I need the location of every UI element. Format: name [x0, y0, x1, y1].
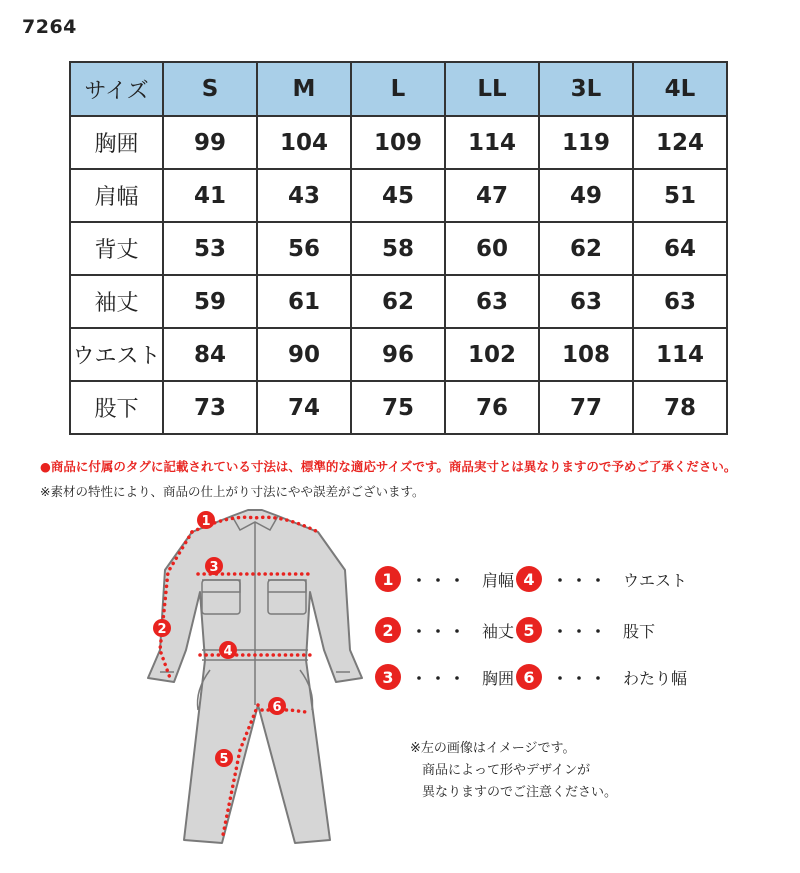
legend-label: 袖丈	[482, 621, 515, 641]
table-row	[70, 116, 727, 169]
legend-badge: 2	[375, 617, 401, 643]
marker-label: 1	[201, 514, 211, 529]
table-cell: 59	[163, 275, 257, 328]
table-row	[70, 275, 727, 328]
legend-badge: 1	[375, 566, 401, 592]
image-note-line: 異なりますのでご注意ください。	[422, 785, 618, 800]
header-cell: 4L	[633, 62, 727, 116]
legend-item	[375, 664, 514, 690]
legend-dots: ・・・	[552, 570, 610, 590]
marker-label: 6	[272, 700, 282, 715]
table-cell: 60	[445, 222, 539, 275]
marker-label: 3	[209, 560, 219, 575]
table-cell: 62	[539, 222, 633, 275]
header-cell: M	[257, 62, 351, 116]
product-code: 7264	[22, 16, 77, 38]
table-cell: 119	[539, 116, 633, 169]
legend-dots: ・・・	[552, 668, 610, 688]
legend-dots: ・・・	[552, 621, 610, 641]
table-cell: 74	[257, 381, 351, 434]
table-cell: 49	[539, 169, 633, 222]
table-cell: 109	[351, 116, 445, 169]
header-cell: サイズ	[70, 62, 163, 116]
table-cell: 124	[633, 116, 727, 169]
table-cell: 84	[163, 328, 257, 381]
legend-item	[516, 566, 687, 592]
legend-label: 股下	[623, 621, 656, 641]
size-disclaimer: ●商品に付属のタグに記載されている寸法は、標準的な適応サイズです。商品実寸とは異なりますので予めご了承ください。	[40, 459, 737, 474]
legend-badge: 6	[516, 664, 542, 690]
table-cell: 76	[445, 381, 539, 434]
table-cell: 53	[163, 222, 257, 275]
marker-label: 4	[223, 644, 233, 659]
row-label: 背丈	[70, 222, 163, 275]
table-cell: 73	[163, 381, 257, 434]
table-row	[70, 328, 727, 381]
image-note-line: 商品によって形やデザインが	[422, 763, 591, 778]
row-label: ウエスト	[70, 328, 163, 381]
legend-label: わたり幅	[623, 668, 688, 688]
legend-dots: ・・・	[411, 668, 469, 688]
legend-badge: 4	[516, 566, 542, 592]
table-row	[70, 169, 727, 222]
table-cell: 77	[539, 381, 633, 434]
table-cell: 108	[539, 328, 633, 381]
header-cell: L	[351, 62, 445, 116]
legend-label: ウエスト	[623, 570, 688, 590]
table-cell: 51	[633, 169, 727, 222]
table-cell: 114	[633, 328, 727, 381]
coverall-illustration	[140, 500, 370, 873]
row-label: 肩幅	[70, 169, 163, 222]
measurement-legend	[375, 566, 705, 696]
legend-item	[375, 566, 514, 592]
legend-dots: ・・・	[411, 570, 469, 590]
table-cell: 102	[445, 328, 539, 381]
table-cell: 43	[257, 169, 351, 222]
legend-item	[516, 617, 655, 643]
size-table	[69, 61, 728, 435]
table-cell: 104	[257, 116, 351, 169]
legend-label: 肩幅	[482, 570, 515, 590]
table-cell: 56	[257, 222, 351, 275]
table-cell: 62	[351, 275, 445, 328]
table-cell: 90	[257, 328, 351, 381]
marker-label: 2	[157, 622, 167, 637]
table-cell: 96	[351, 328, 445, 381]
table-cell: 63	[633, 275, 727, 328]
table-cell: 41	[163, 169, 257, 222]
table-cell: 64	[633, 222, 727, 275]
table-cell: 58	[351, 222, 445, 275]
header-cell: LL	[445, 62, 539, 116]
table-cell: 78	[633, 381, 727, 434]
image-note	[410, 738, 617, 804]
marker-label: 5	[219, 752, 229, 767]
table-cell: 63	[445, 275, 539, 328]
legend-badge: 5	[516, 617, 542, 643]
material-note: ※素材の特性により、商品の仕上がり寸法にやや誤差がございます。	[40, 484, 425, 499]
header-cell: 3L	[539, 62, 633, 116]
legend-item	[375, 617, 514, 643]
header-cell: S	[163, 62, 257, 116]
table-cell: 45	[351, 169, 445, 222]
row-label: 袖丈	[70, 275, 163, 328]
table-cell: 63	[539, 275, 633, 328]
table-row	[70, 381, 727, 434]
table-cell: 61	[257, 275, 351, 328]
table-row	[70, 222, 727, 275]
legend-label: 胸囲	[482, 668, 515, 688]
row-label: 股下	[70, 381, 163, 434]
legend-badge: 3	[375, 664, 401, 690]
legend-dots: ・・・	[411, 621, 469, 641]
table-cell: 99	[163, 116, 257, 169]
table-cell: 47	[445, 169, 539, 222]
legend-item	[516, 664, 687, 690]
size-table-header	[70, 62, 727, 116]
table-cell: 114	[445, 116, 539, 169]
table-cell: 75	[351, 381, 445, 434]
image-note-line: ※左の画像はイメージです。	[410, 741, 576, 756]
row-label: 胸囲	[70, 116, 163, 169]
